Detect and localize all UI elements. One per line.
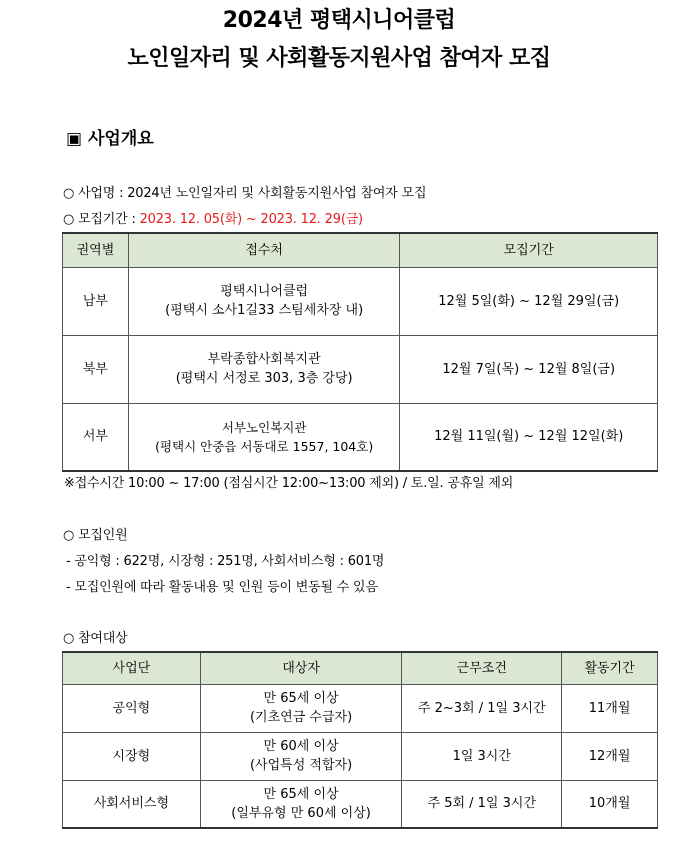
reception-time-note: ※접수시간 10:00 ~ 17:00 (점심시간 12:00~13:00 제외) / 토.일. 공휴일 제외 — [64, 476, 514, 491]
table-header-row — [63, 652, 658, 684]
place-name: 부락종합사회복지관 — [207, 352, 321, 367]
table-row — [63, 335, 658, 403]
program-type-cell: 공익형 — [63, 684, 201, 732]
target-title: ○ 참여대상 — [63, 631, 128, 646]
table-header: 대상자 — [200, 652, 402, 684]
period-cell: 12월 7일(목) ~ 12월 8일(금) — [400, 335, 658, 403]
eligibility-detail: (기초연금 수급자) — [249, 710, 353, 725]
recruit-period — [63, 208, 363, 227]
duration-cell: 12개월 — [562, 732, 658, 780]
eligibility-detail: (사업특성 적합자) — [249, 758, 353, 773]
region-cell: 남부 — [63, 267, 129, 335]
recruit-change-note: - 모집인원에 따라 활동내용 및 인원 등이 변동될 수 있음 — [66, 580, 378, 595]
duration-cell: 10개월 — [562, 780, 658, 828]
region-cell: 북부 — [63, 335, 129, 403]
table-row — [63, 267, 658, 335]
table-header: 활동기간 — [562, 652, 658, 684]
work-condition-cell: 1일 3시간 — [402, 732, 562, 780]
section-title: ▣ 사업개요 — [66, 129, 154, 149]
recruit-period-value: 2023. 12. 05(화) ~ 2023. 12. 29(금) — [139, 212, 363, 227]
region-cell: 서부 — [63, 403, 129, 471]
table-header: 접수처 — [128, 233, 400, 267]
eligibility-age: 만 65세 이상 — [263, 691, 339, 706]
place-name: 평택시니어클럽 — [220, 284, 309, 299]
table-header: 사업단 — [63, 652, 201, 684]
eligibility-cell — [200, 684, 402, 732]
period-cell: 12월 11일(월) ~ 12월 12일(화) — [400, 403, 658, 471]
eligibility-age: 만 65세 이상 — [263, 786, 339, 802]
work-condition-cell: 주 2~3회 / 1일 3시간 — [402, 684, 562, 732]
table-header: 권역별 — [63, 233, 129, 267]
recruit-count-title: ○ 모집인원 — [63, 528, 128, 543]
recruit-count-line: - 공익형 : 622명, 시장형 : 251명, 사회서비스형 : 601명 — [66, 554, 385, 569]
target-table — [62, 651, 658, 829]
eligibility-cell — [200, 780, 402, 828]
table-header: 근무조건 — [402, 652, 562, 684]
place-cell — [128, 267, 400, 335]
work-condition-cell: 주 5회 / 1일 3시간 — [402, 780, 562, 828]
period-cell: 12월 5일(화) ~ 12월 29일(금) — [400, 267, 658, 335]
table-row — [63, 403, 658, 471]
duration-cell: 11개월 — [562, 684, 658, 732]
eligibility-detail: (일부유형 만 60세 이상) — [231, 805, 371, 821]
table-header: 모집기간 — [400, 233, 658, 267]
recruit-period-label: ○ 모집기간 : — [63, 212, 140, 227]
place-address: (평택시 안중읍 서동대로 1557, 104호) — [155, 438, 374, 454]
program-type-cell: 시장형 — [63, 732, 201, 780]
table-row — [63, 780, 658, 828]
place-cell — [128, 403, 400, 471]
place-address: (평택시 서정로 303, 3층 강당) — [175, 371, 353, 386]
page-subtitle: 노인일자리 및 사회활동지원사업 참여자 모집 — [127, 46, 551, 71]
place-address: (평택시 소사1길33 스팀세차장 내) — [165, 303, 364, 318]
eligibility-age: 만 60세 이상 — [263, 739, 339, 754]
program-type-cell: 사회서비스형 — [63, 780, 201, 828]
reception-table — [62, 232, 658, 472]
eligibility-cell — [200, 732, 402, 780]
page-title: 2024년 평택시니어클럽 — [222, 8, 456, 33]
table-row — [63, 684, 658, 732]
place-name: 서부노인복지관 — [221, 419, 307, 435]
table-header-row — [63, 233, 658, 267]
business-name: ○ 사업명 : 2024년 노인일자리 및 사회활동지원사업 참여자 모집 — [63, 186, 427, 201]
table-row — [63, 732, 658, 780]
place-cell — [128, 335, 400, 403]
